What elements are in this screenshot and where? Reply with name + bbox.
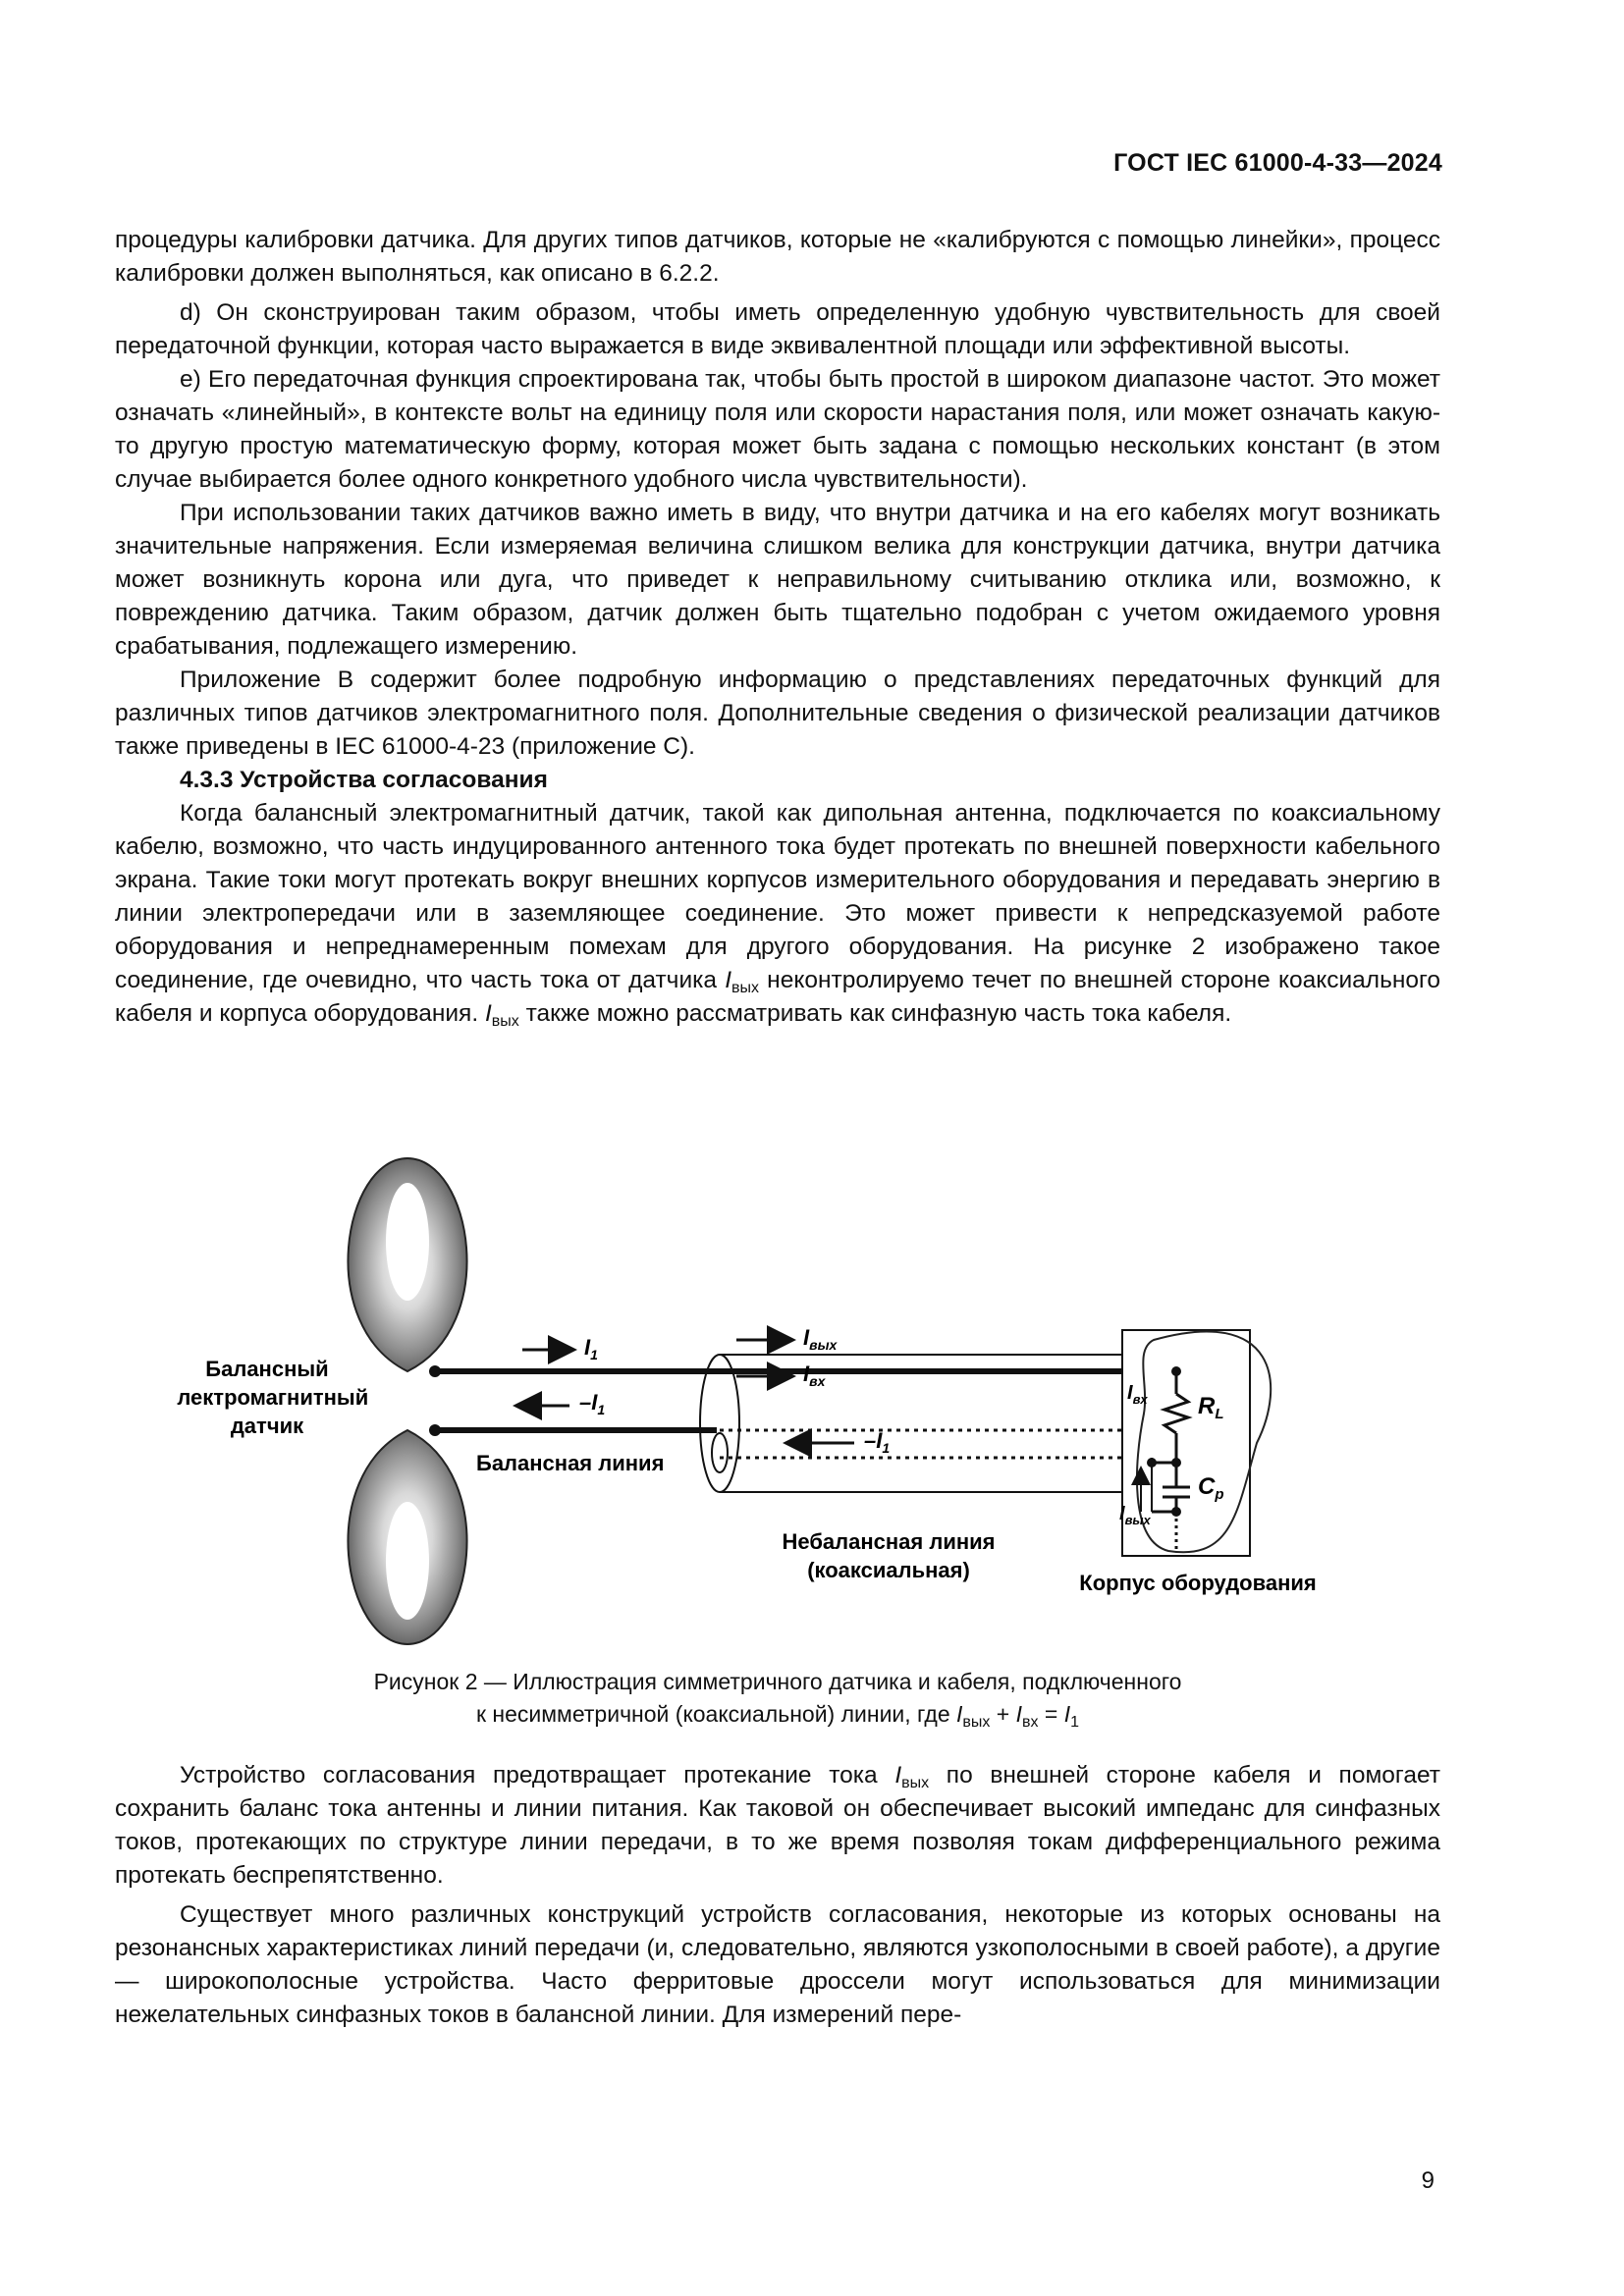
paragraph-balun-function: Устройство согласования предотвращает протекание тока $I_{вых}$ по внешней стороне кабеля и помогает сохранить баланс тока антенны и линии питания. Как таковой он обеспечивает высокий импеданс для синфазных токов, протекающих по структуре линии передачи, в то же время позволяя токам дифференциального режима протекать беспрепятственно.	[115, 1762, 1440, 1889]
paragraph-balun-intro: Когда балансный электромагнитный датчик, такой как дипольная антенна, подключается по коаксиальному кабелю, возможно, что часть индуцированного антенного тока будет протекать по внешней поверхности кабельного экрана. Такие токи могут протекать вокруг внешних корпусов измерительного оборудования и передавать энергию в линии электропередачи или в заземляющее соединение. Это может привести к непредсказуемой работе оборудования и непреднамеренным помехам для другого оборудования. На рисунке 2 изображено такое соединение, где очевидно, что часть тока от датчика $I_{вых}$ неконтролируемо течет по внешней стороне коаксиального кабеля и корпуса оборудования. $I_{вых}$ также можно рассматривать как синфазную часть тока кабеля.	[115, 800, 1441, 1030]
label-Iout-housing: $I_{вых}$	[1119, 1503, 1151, 1527]
label-Cp: $C_p$	[1198, 1473, 1224, 1503]
figure-caption: Рисунок 2 — Иллюстрация симметричного датчика и кабеля, подключенного к несимметричной (коаксиальной) линии, где $I_{вых} + I_{вх} = I_1$	[373, 1669, 1182, 1731]
section-heading: 4.3.3 Устройства согласования	[180, 767, 548, 793]
antenna-lower-lobe	[348, 1430, 466, 1644]
label-unbalanced-line-1: Небалансная линия	[782, 1529, 996, 1554]
label-equipment-housing: Корпус оборудования	[1079, 1571, 1317, 1595]
label-I1: $I_1$	[584, 1335, 598, 1362]
label-sensor-3: датчик	[230, 1414, 304, 1438]
paragraph-annex-b: Приложение B содержит более подробную информацию о представлениях передаточных функций для различных типов датчиков электромагнитного поля. Дополнительные сведения о физической реализации датчиков также приведены в IEC 61000-4-23 (приложение C).	[115, 667, 1440, 760]
label-RL: $R_L$	[1198, 1393, 1224, 1422]
body-text-after-figure	[115, 1759, 1440, 2032]
label-sensor-1: Балансный	[205, 1357, 329, 1381]
label-Iin-housing: $I_{вх}$	[1127, 1382, 1148, 1407]
label-unbalanced-line-2: (коаксиальная)	[807, 1558, 970, 1582]
label-minus-I1-right: $-I_1$	[864, 1428, 891, 1456]
label-Iout: $I_{вых}$	[803, 1325, 838, 1353]
antenna-upper-lobe	[348, 1158, 466, 1371]
coax-inner	[712, 1433, 728, 1472]
paragraph-item-d: d) Он сконструирован таким образом, чтобы иметь определенную удобную чувствительность для своей передаточной функции, которая часто выражается в виде эквивалентной площади или эффективной высоты.	[115, 299, 1440, 359]
document-header: ГОСТ IEC 61000-4-33—2024	[1113, 149, 1442, 177]
figure-2-diagram	[177, 1148, 1384, 1659]
page-number: 9	[1421, 2167, 1435, 2194]
label-balanced-line: Балансная линия	[476, 1451, 665, 1475]
paragraph-continuation: процедуры калибровки датчика. Для других типов датчиков, которые не «калибруются с помощью линейки», процесс калибровки должен выполняться, как описано в 6.2.2.	[115, 227, 1440, 287]
label-minus-I1-left: $-I_1$	[579, 1390, 606, 1417]
body-text	[115, 224, 1440, 1031]
paragraph-item-e: e) Его передаточная функция спроектирована так, чтобы быть простой в широком диапазоне частот. Это может означать «линейный», в контексте вольт на единицу поля или скорости нарастания поля, или может означать какую-то другую простую математическую форму, которая может быть задана с помощью нескольких констант (в этом случае выбирается более одного конкретного удобного числа чувствительности).	[115, 366, 1440, 493]
label-Iin: $I_{вх}$	[803, 1362, 826, 1389]
paragraph-balun-types: Существует много различных конструкций устройств согласования, некоторые из которых основаны на резонансных характеристиках линий передачи (и, следовательно, являются узкополосными в своей работе), а другие — широкополосные устройства. Часто ферритовые дроссели могут использоваться для минимизации нежелательных синфазных токов в балансной линии. Для измерений пере-	[115, 1901, 1440, 2028]
paragraph-voltage-warning: При использовании таких датчиков важно иметь в виду, что внутри датчика и на его кабелях могут возникать значительные напряжения. Если измеряемая величина слишком велика для конструкции датчика, внутри датчика может возникнуть корона или дуга, что приведет к неправильному считыванию отклика или, возможно, к повреждению датчика. Таким образом, датчик должен быть тщательно подобран с учетом ожидаемого уровня срабатывания, подлежащего измерению.	[115, 500, 1440, 660]
label-sensor-2: электромагнитный	[177, 1385, 369, 1410]
